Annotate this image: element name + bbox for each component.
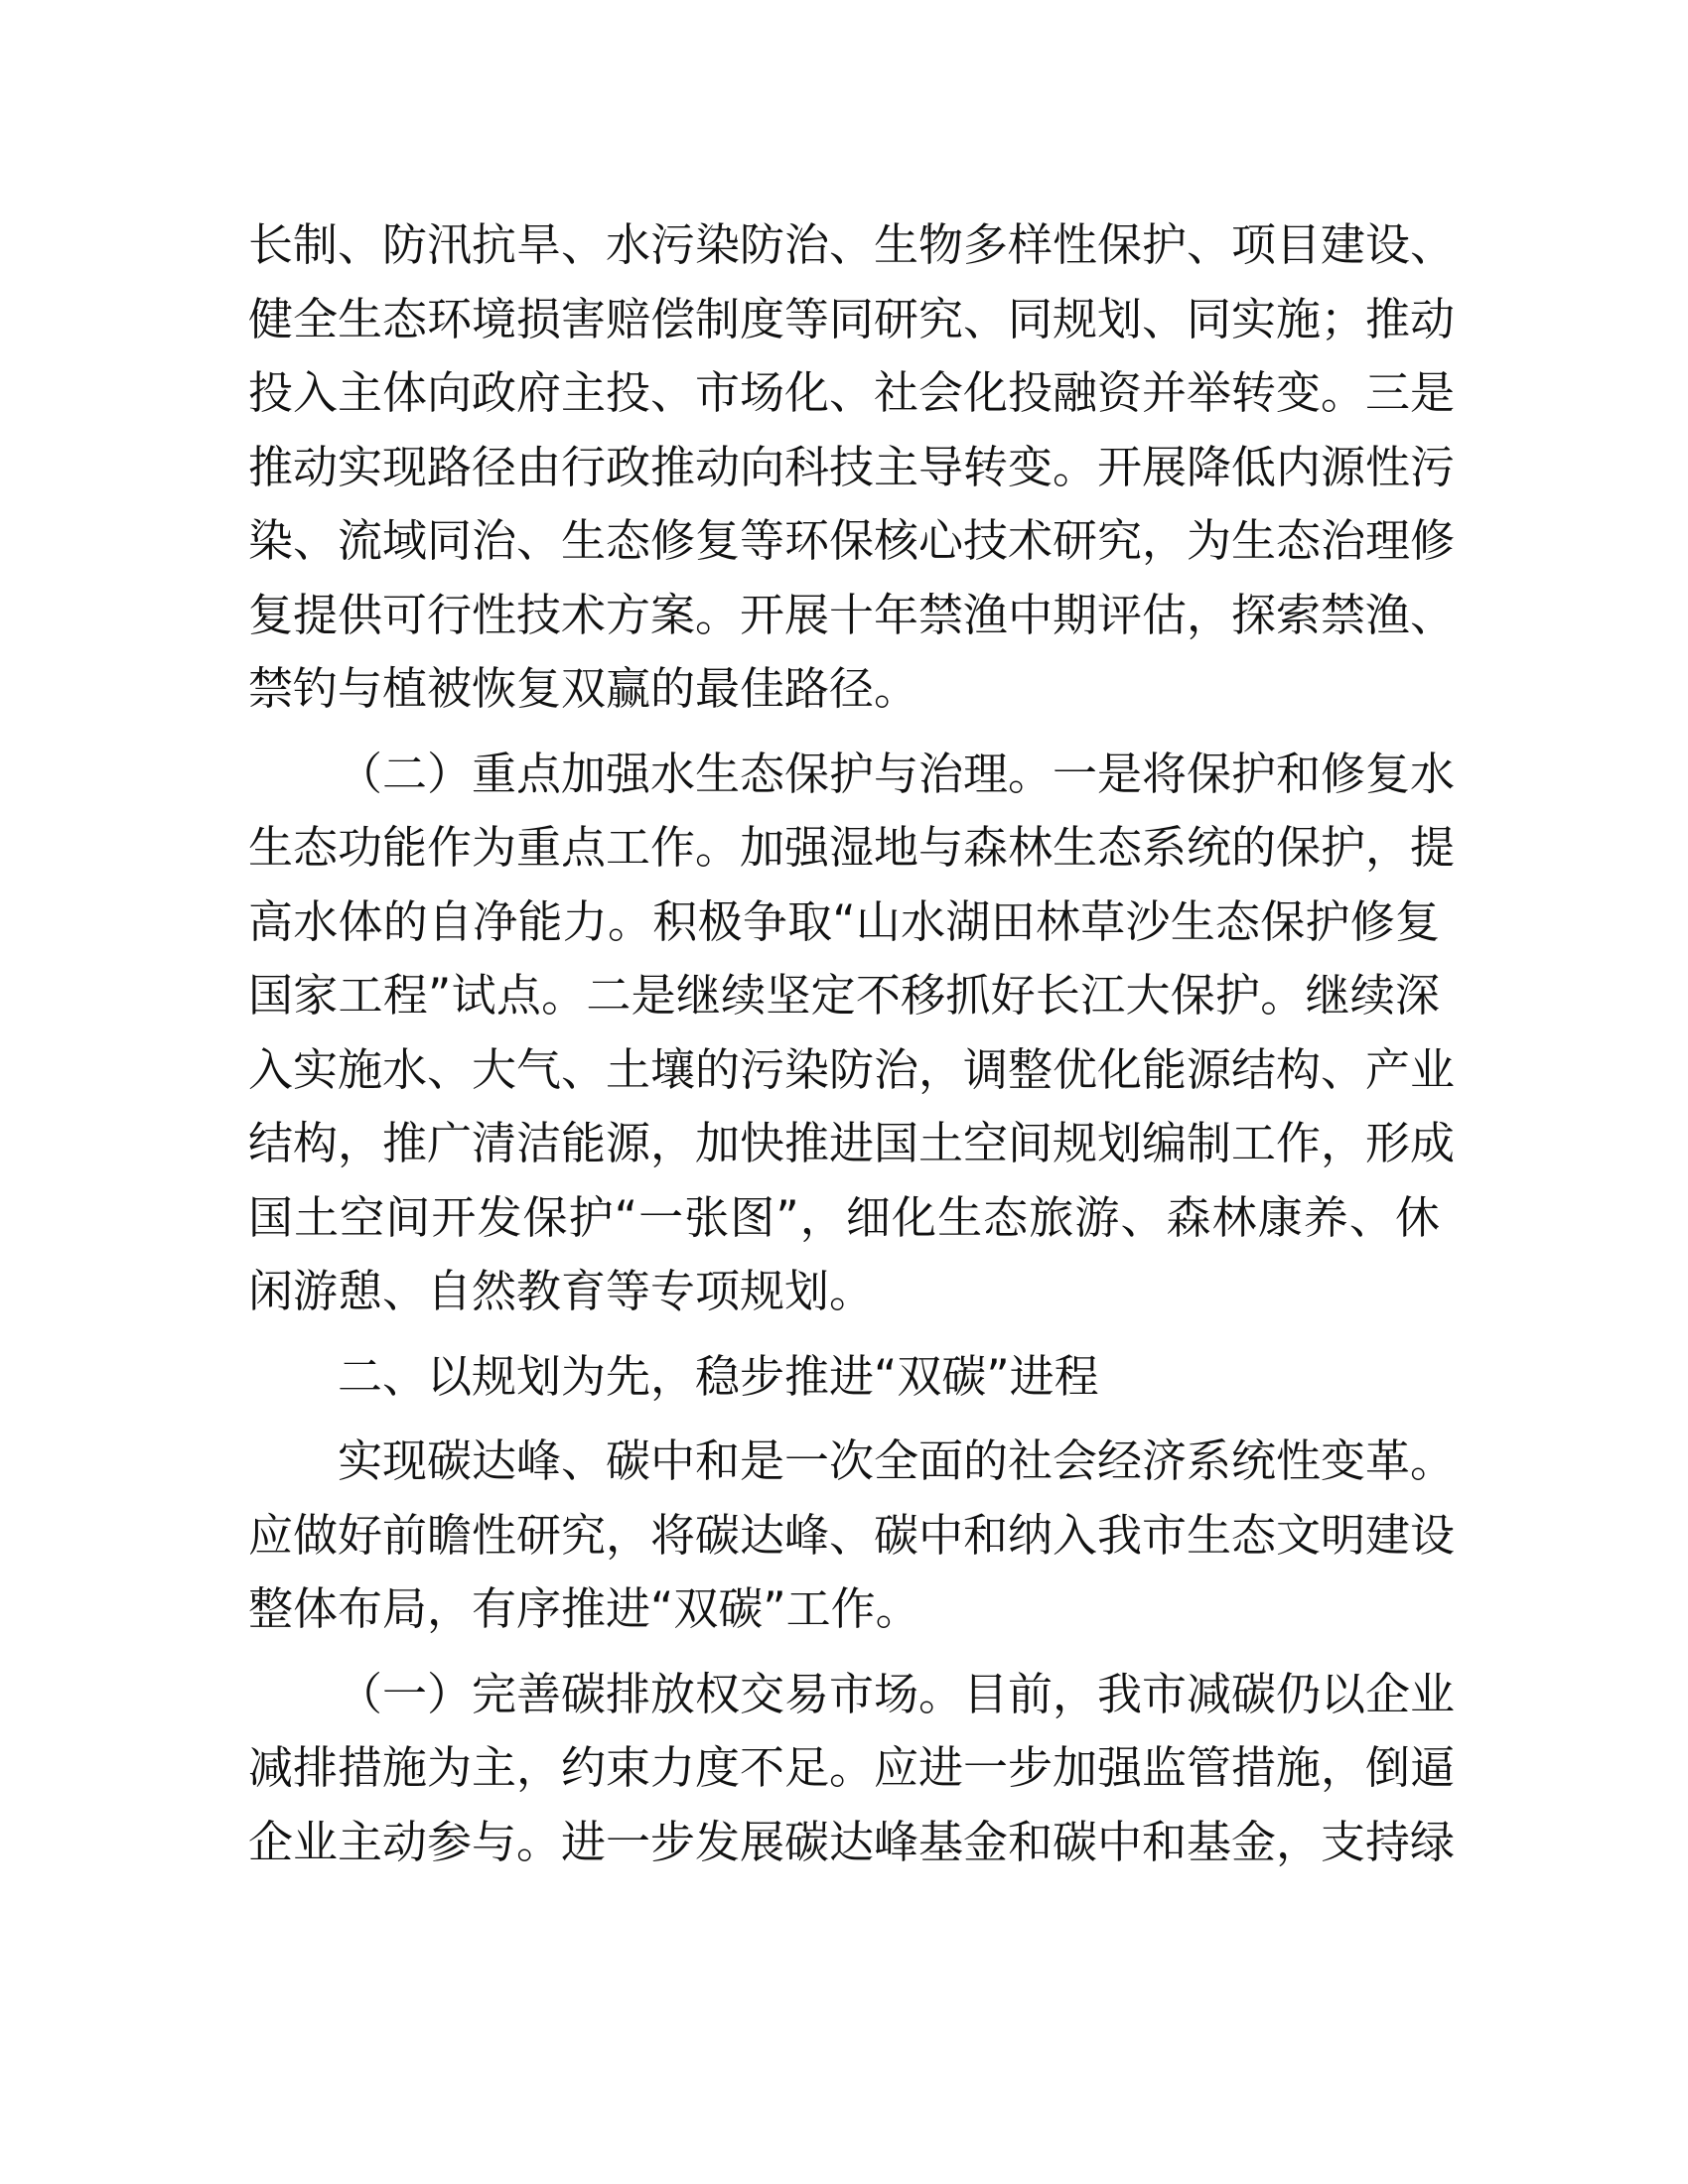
- text-line: 生态功能作为重点工作。加强湿地与森林生态系统的保护，提: [248, 821, 1456, 874]
- text-line: 闲游憩、自然教育等专项规划。: [248, 1265, 875, 1317]
- text-line: 推动实现路径由行政推动向科技主导转变。开展降低内源性污: [248, 440, 1456, 493]
- paragraph-2: [248, 738, 1456, 1329]
- paragraph-gap: [248, 1647, 1440, 1658]
- text-line: 复提供可行性技术方案。开展十年禁渔中期评估，探索禁渔、: [248, 588, 1456, 641]
- text-line: 禁钓与植被恢复双赢的最佳路径。: [248, 662, 919, 715]
- paragraph-5: [248, 1658, 1456, 1880]
- paragraph-gap: [248, 1414, 1440, 1425]
- text-line: 长制、防汛抗旱、水污染防治、生物多样性保护、项目建设、: [248, 218, 1456, 271]
- text-line: 实现碳达峰、碳中和是一次全面的社会经济系统性变革。: [338, 1434, 1456, 1487]
- text-line: 应做好前瞻性研究，将碳达峰、碳中和纳入我市生态文明建设: [248, 1508, 1456, 1562]
- text-line: （二）重点加强水生态保护与治理。一是将保护和修复水: [338, 747, 1456, 800]
- text-line: 企业主动参与。进一步发展碳达峰基金和碳中和基金，支持绿: [248, 1815, 1456, 1868]
- text-line: 减排措施为主，约束力度不足。应进一步加强监管措施，倒逼: [248, 1741, 1456, 1794]
- text-line: 健全生态环境损害赔偿制度等同研究、同规划、同实施；推动: [248, 292, 1456, 345]
- text-line: 整体布局，有序推进“双碳”工作。: [248, 1582, 920, 1635]
- text-line: 染、流域同治、生态修复等环保核心技术研究，为生态治理修: [248, 514, 1456, 567]
- paragraph-1: [248, 208, 1456, 727]
- text-line: （一）完善碳排放权交易市场。目前，我市减碳仍以企业: [338, 1667, 1456, 1720]
- text-line: 结构，推广清洁能源，加快推进国土空间规划编制工作，形成: [248, 1117, 1456, 1169]
- text-line: 国家工程”试点。二是继续坚定不移抓好长江大保护。继续深: [248, 969, 1440, 1022]
- document-body: [248, 208, 1456, 1879]
- text-line: 入实施水、大气、土壤的污染防治，调整优化能源结构、产业: [248, 1042, 1456, 1096]
- paragraph-gap: [248, 727, 1440, 738]
- section-heading: [248, 1340, 1440, 1415]
- text-line: 高水体的自净能力。积极争取“山水湖田林草沙生态保护修复: [248, 894, 1440, 948]
- text-line: 投入主体向政府主投、市场化、社会化投融资并举转变。三是: [248, 366, 1456, 419]
- text-line: 国土空间开发保护“一张图”，细化生态旅游、森林康养、休: [248, 1190, 1440, 1244]
- text-line: 二、以规划为先，稳步推进“双碳”进程: [338, 1349, 1099, 1403]
- paragraph-4: [248, 1425, 1456, 1647]
- paragraph-gap: [248, 1329, 1440, 1340]
